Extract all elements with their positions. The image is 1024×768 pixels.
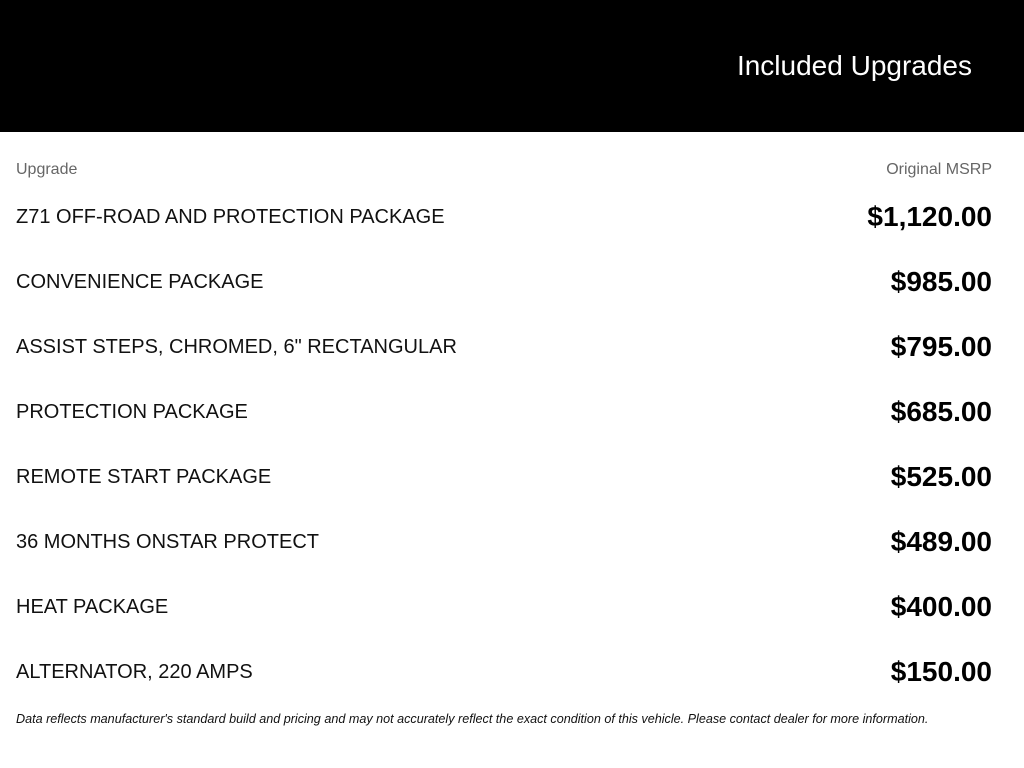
upgrade-price: $685.00 xyxy=(890,396,992,427)
page-title: Included Upgrades xyxy=(736,50,972,81)
upgrade-name: REMOTE START PACKAGE xyxy=(16,466,272,488)
table-row xyxy=(16,380,992,445)
upgrade-name: 36 MONTHS ONSTAR PROTECT xyxy=(16,531,319,553)
table-row xyxy=(16,445,992,510)
table-row xyxy=(16,510,992,575)
upgrade-name: Z71 OFF-ROAD AND PROTECTION PACKAGE xyxy=(16,206,445,228)
upgrade-price: $400.00 xyxy=(890,591,992,622)
table-row xyxy=(16,250,992,315)
table-row xyxy=(16,575,992,640)
upgrade-price: $489.00 xyxy=(890,526,992,557)
upgrade-price: $1,120.00 xyxy=(867,201,992,232)
upgrade-price: $525.00 xyxy=(890,461,992,492)
column-header-msrp: Original MSRP xyxy=(886,161,992,178)
header-banner xyxy=(0,0,1024,132)
upgrade-name: CONVENIENCE PACKAGE xyxy=(16,271,264,293)
upgrade-rows xyxy=(16,185,992,705)
column-header-upgrade: Upgrade xyxy=(16,161,78,178)
table-row xyxy=(16,640,992,705)
table-row xyxy=(16,315,992,380)
upgrade-name: ASSIST STEPS, CHROMED, 6" RECTANGULAR xyxy=(16,336,457,358)
disclaimer-text: Data reflects manufacturer's standard build and pricing and may not accurately reflect the exact condition of this vehicle. Please contact dealer for more information. xyxy=(16,712,929,726)
upgrade-name: HEAT PACKAGE xyxy=(16,596,169,618)
upgrade-name: ALTERNATOR, 220 AMPS xyxy=(16,661,253,683)
upgrade-name: PROTECTION PACKAGE xyxy=(16,401,248,423)
upgrade-price: $795.00 xyxy=(890,331,992,362)
table-row xyxy=(16,185,992,250)
upgrade-price: $985.00 xyxy=(890,266,992,297)
upgrade-price: $150.00 xyxy=(890,656,992,687)
